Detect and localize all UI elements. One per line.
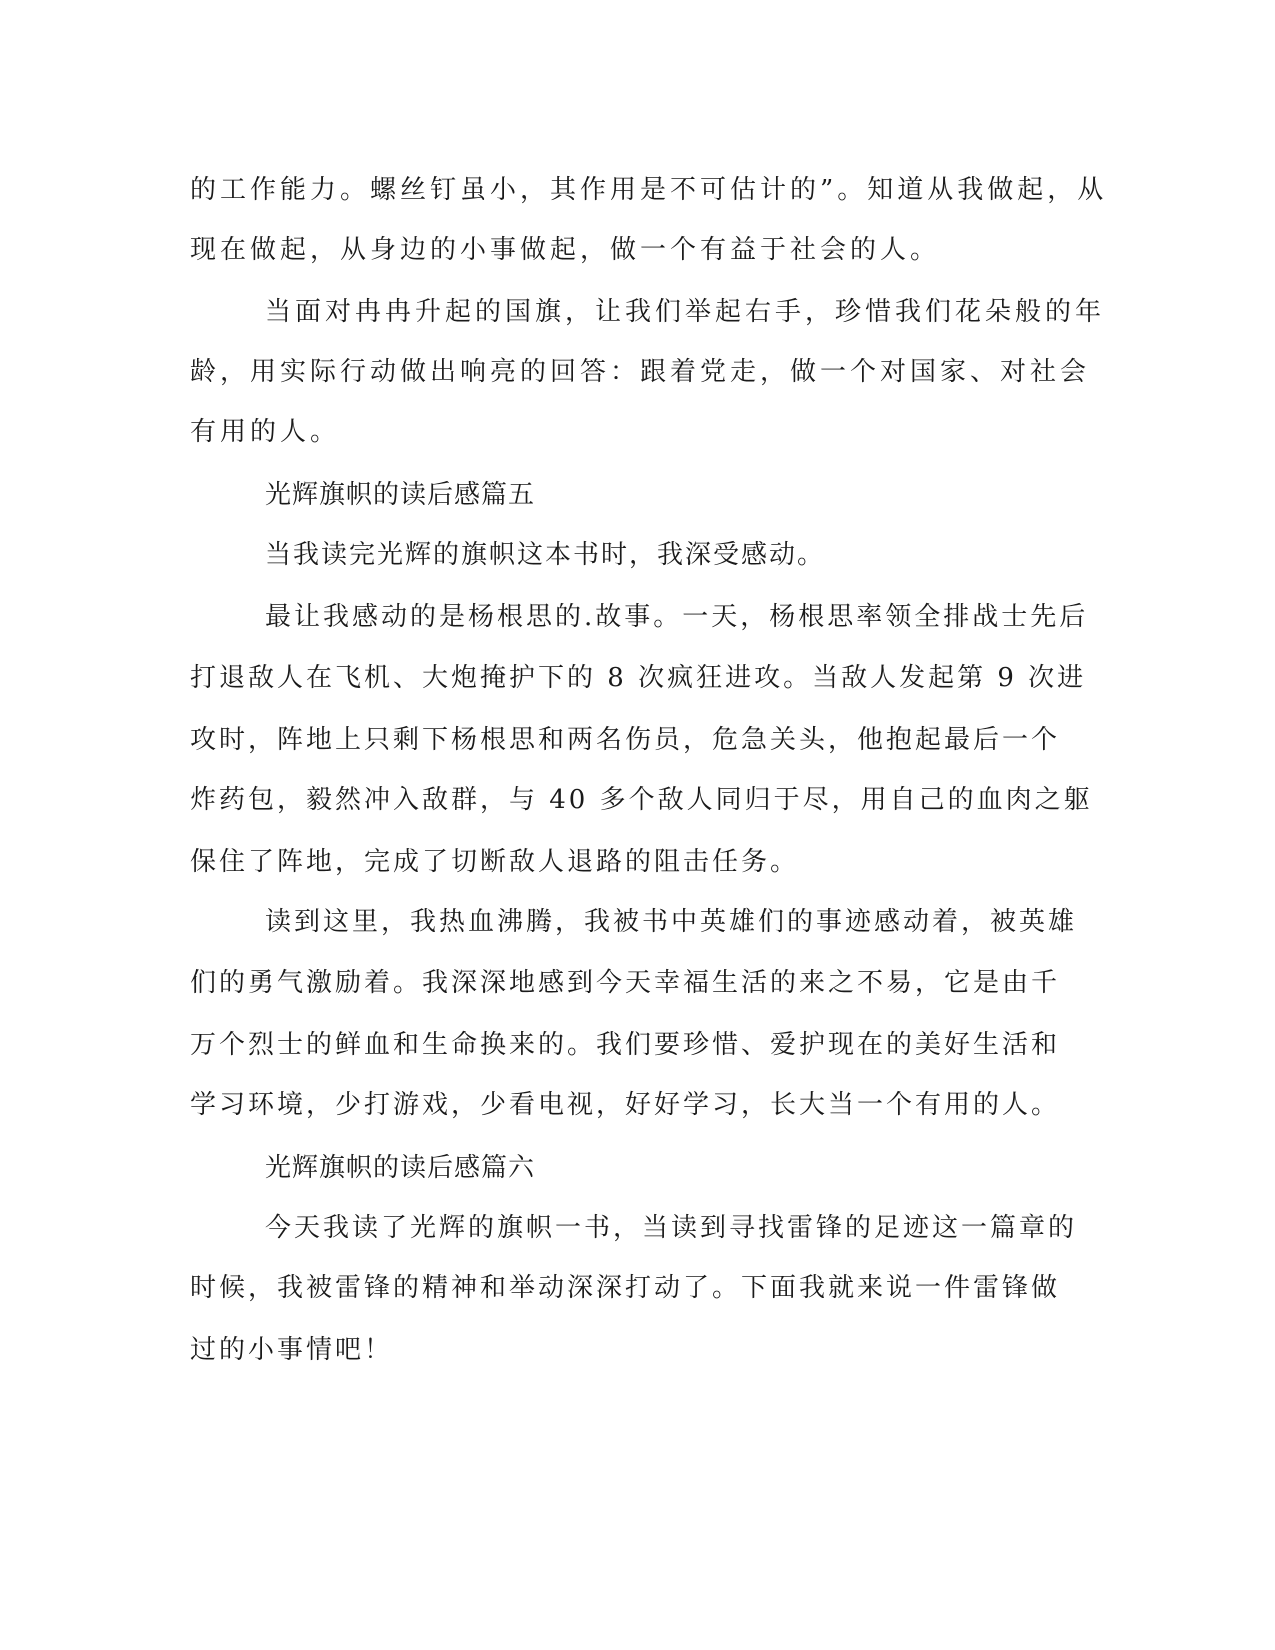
text-line: 们的勇气激励着。我深深地感到今天幸福生活的来之不易，它是由千 xyxy=(190,968,1061,998)
section-heading-five: 光辉旗帜的读后感篇五 xyxy=(265,480,536,510)
paragraph-start-line: 今天我读了光辉的旗帜一书，当读到寻找雷锋的足迹这一篇章的 xyxy=(265,1213,1078,1243)
paragraph-start-line: 当我读完光辉的旗帜这本书时，我深受感动。 xyxy=(265,540,826,570)
text-line: 保住了阵地，完成了切断敌人退路的阻击任务。 xyxy=(190,847,800,877)
text-line: 攻时，阵地上只剩下杨根思和两名伤员，危急关头，他抱起最后一个 xyxy=(190,725,1061,755)
text-line: 过的小事情吧！ xyxy=(190,1335,394,1365)
paragraph-start-line: 最让我感动的是杨根思的.故事。一天，杨根思率领全排战士先后 xyxy=(265,602,1089,632)
text-line: 时候，我被雷锋的精神和举动深深打动了。下面我就来说一件雷锋做 xyxy=(190,1273,1061,1303)
paragraph-start-line: 读到这里，我热血沸腾，我被书中英雄们的事迹感动着，被英雄 xyxy=(265,907,1078,937)
text-line: 龄，用实际行动做出响亮的回答：跟着党走，做一个对国家、对社会 xyxy=(190,357,1091,387)
text-line: 学习环境，少打游戏，少看电视，好好学习，长大当一个有用的人。 xyxy=(190,1090,1061,1120)
text-line: 有用的人。 xyxy=(190,417,341,447)
text-line: 的工作能力。螺丝钉虽小，其作用是不可估计的”。知道从我做起，从 xyxy=(190,175,1108,205)
text-line: 万个烈士的鲜血和生命换来的。我们要珍惜、爱护现在的美好生活和 xyxy=(190,1030,1061,1060)
paragraph-start-line: 当面对冉冉升起的国旗，让我们举起右手，珍惜我们花朵般的年 xyxy=(265,297,1106,327)
section-heading-six: 光辉旗帜的读后感篇六 xyxy=(265,1153,536,1183)
text-line: 炸药包，毅然冲入敌群，与 40 多个敌人同归于尽，用自己的血肉之躯 xyxy=(190,785,1093,815)
text-line: 打退敌人在飞机、大炮掩护下的 8 次疯狂进攻。当敌人发起第 9 次进 xyxy=(190,663,1087,693)
text-line: 现在做起，从身边的小事做起，做一个有益于社会的人。 xyxy=(190,235,941,265)
